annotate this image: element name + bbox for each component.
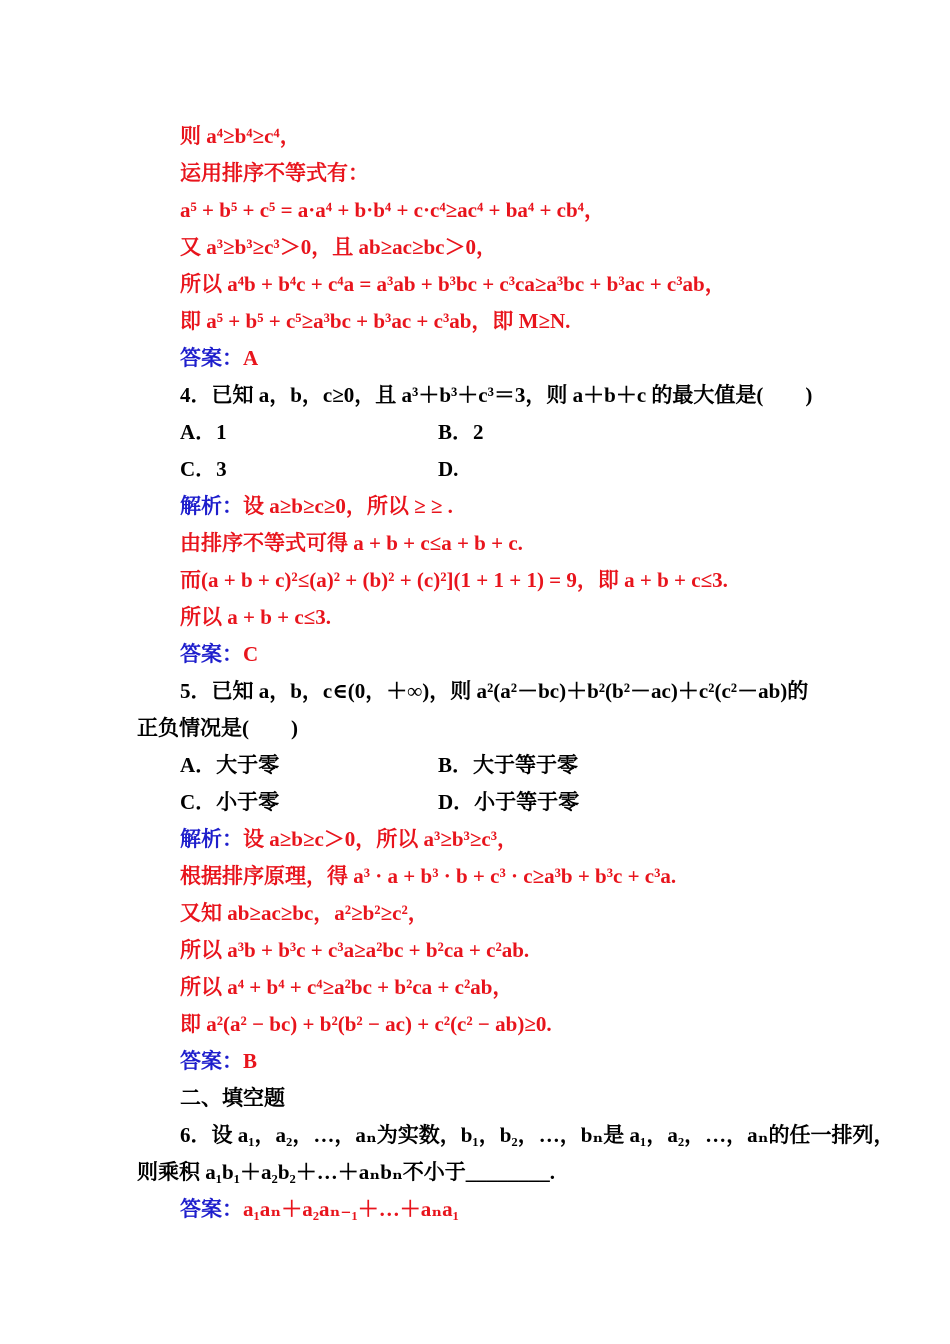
p4-analysis-line-3: 而(a + b + c)²≤(a)² + (b)² + (c)²](1 + 1 + 1) = 9，即 a + b + c≤3. (180, 568, 728, 592)
p5-option-a: A．大于零 (180, 753, 280, 777)
p4-option-c: C．3 (180, 457, 227, 481)
p4-option-b: B．2 (438, 420, 484, 444)
p3-solution-line-2: 运用排序不等式有： (180, 161, 369, 185)
p4-option-a: A．1 (180, 420, 227, 444)
p4-answer-row (180, 640, 258, 668)
p5-analysis-line-2: 根据排序原理，得 a³ · a + b³ · b + c³ · c≥a³b + b³c + c³a. (180, 864, 677, 888)
p5-option-b: B．大于等于零 (438, 753, 579, 777)
p5-analysis-line-4: 所以 a³b + b³c + c³a≥a²bc + b²ca + c²ab. (180, 938, 530, 962)
answer-label: 答案： (180, 1049, 243, 1073)
answer-value: B (243, 1049, 258, 1073)
answer-label: 答案： (180, 642, 243, 666)
p6-answer-row (180, 1195, 459, 1223)
analysis-label: 解析： (180, 827, 243, 851)
answer-value: a₁aₙ＋a₂aₙ₋₁＋…＋aₙa₁ (243, 1197, 459, 1221)
p3-solution-line-3: a⁵ + b⁵ + c⁵ = a·a⁴ + b·b⁴ + c·c⁴≥ac⁴ + ba⁴ + cb⁴， (180, 198, 605, 222)
p6-stem-line-2: 则乘积 a₁b₁＋a₂b₂＋…＋aₙbₙ不小于________. (137, 1160, 556, 1184)
p5-analysis-line-5: 所以 a⁴ + b⁴ + c⁴≥a²bc + b²ca + c²ab， (180, 975, 514, 999)
analysis-text: 设 a≥b≥c＞0，所以 a³≥b³≥c³， (243, 827, 518, 851)
p5-analysis-line-6: 即 a²(a² − bc) + b²(b² − ac) + c²(c² − ab)≥0. (180, 1012, 552, 1036)
p3-solution-line-6: 即 a⁵ + b⁵ + c⁵≥a³bc + b³ac + c³ab，即 M≥N. (180, 309, 571, 333)
p6-stem-line-1: 6．设 a₁，a₂，…，aₙ为实数，b₁，b₂，…，bₙ是 a₁，a₂，…，aₙ的任一排列， (180, 1123, 895, 1147)
p3-solution-line-5: 所以 a⁴b + b⁴c + c⁴a = a³ab + b³bc + c³ca≥a³bc + b³ac + c³ab， (180, 272, 726, 296)
p4-stem: 4．已知 a，b，c≥0，且 a³＋b³＋c³＝3，则 a＋b＋c 的最大值是( ) (180, 383, 813, 407)
p5-option-d: D．小于等于零 (438, 790, 580, 814)
p5-option-c: C．小于零 (180, 790, 280, 814)
p5-analysis-line-3: 又知 ab≥ac≥bc，a²≥b²≥c²， (180, 901, 429, 925)
analysis-text: 设 a≥b≥c≥0，所以 ≥ ≥ . (243, 494, 453, 518)
p4-option-d: D. (438, 457, 459, 481)
answer-label: 答案： (180, 1197, 243, 1221)
p4-analysis-line-2: 由排序不等式可得 a + b + c≤a + b + c. (180, 531, 523, 555)
section-title: 二、填空题 (180, 1086, 285, 1110)
answer-value: C (243, 642, 259, 666)
answer-label: 答案： (180, 346, 243, 370)
p4-analysis-line-1 (180, 492, 453, 520)
p5-answer-row (180, 1047, 257, 1075)
analysis-label: 解析： (180, 494, 243, 518)
p5-analysis-line-1 (180, 825, 518, 853)
p3-solution-line-4: 又 a³≥b³≥c³＞0，且 ab≥ac≥bc＞0， (180, 235, 497, 259)
p5-stem-line-1: 5．已知 a，b，c∈(0，＋∞)，则 a²(a²－bc)＋b²(b²－ac)＋c²(c²－ab)的 (180, 679, 809, 703)
p4-analysis-line-4: 所以 a + b + c≤3. (180, 605, 331, 629)
p5-stem-line-2: 正负情况是( ) (137, 716, 298, 740)
p3-solution-line-1: 则 a⁴≥b⁴≥c⁴， (180, 124, 301, 148)
p3-answer-row (180, 344, 258, 372)
answer-value: A (243, 346, 259, 370)
